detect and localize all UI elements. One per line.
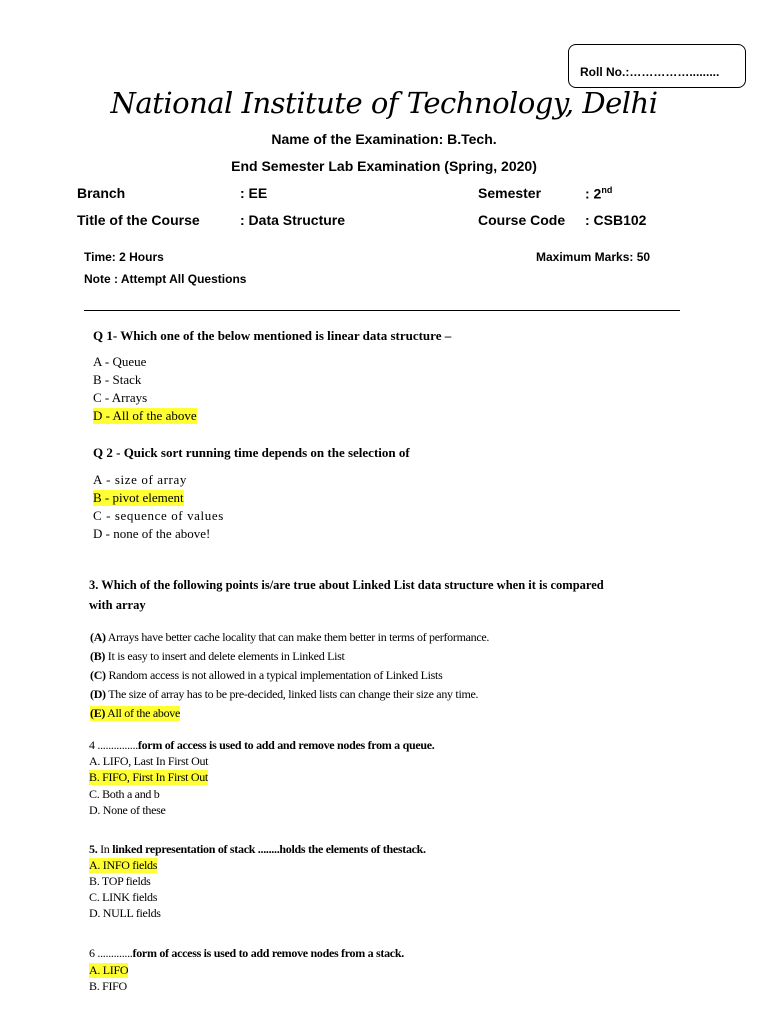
exam-title: End Semester Lab Examination (Spring, 2020)	[231, 158, 537, 174]
question-2: Q 2 - Quick sort running time depends on the selection of	[93, 445, 410, 460]
q5-option-a-answer: A. INFO fields	[89, 858, 158, 872]
q3-option-c: (C) Random access is not allowed in a typical implementation of Linked Lists	[90, 668, 443, 682]
q4-option-a: A. LIFO, Last In First Out	[89, 754, 209, 768]
semester-label: Semester	[478, 185, 542, 201]
q2-option-a: A - size of array	[93, 472, 187, 487]
q5-option-b: B. TOP fields	[89, 874, 151, 888]
q6-option-a-answer: A. LIFO	[89, 963, 129, 977]
q3-option-e-answer: (E) All of the above	[90, 706, 180, 720]
q2-option-d: D - none of the above!	[93, 526, 211, 541]
q1-option-b: B - Stack	[93, 372, 142, 387]
question-5: 5. In linked representation of stack ........holds the elements of thestack.	[89, 842, 426, 856]
q1-option-a: A - Queue	[93, 354, 147, 369]
branch-value: : EE	[240, 185, 268, 201]
roll-number-label: Roll No.:…………….........	[580, 65, 720, 79]
course-code-label: Course Code	[478, 212, 566, 228]
question-1: Q 1- Which one of the below mentioned is linear data structure –	[93, 328, 452, 343]
institute-title: National Institute of Technology, Delhi	[110, 86, 658, 120]
exam-name: Name of the Examination: B.Tech.	[271, 131, 497, 147]
semester-value: : 2nd	[585, 185, 613, 202]
course-title-label: Title of the Course	[77, 212, 200, 228]
max-marks-label: Maximum Marks: 50	[536, 250, 651, 264]
q6-option-b: B. FIFO	[89, 979, 127, 993]
q4-option-b-answer: B. FIFO, First In First Out	[89, 770, 208, 784]
q5-option-d: D. NULL fields	[89, 906, 161, 920]
course-title-value: : Data Structure	[240, 212, 346, 228]
q3-option-b: (B) It is easy to insert and delete elements in Linked List	[90, 649, 345, 663]
q2-option-c: C - sequence of values	[93, 508, 224, 523]
q4-option-c: C. Both a and b	[89, 787, 160, 801]
q2-option-b-answer: B - pivot element	[93, 490, 184, 505]
course-code-value: : CSB102	[585, 212, 647, 228]
q1-option-d-answer: D - All of the above	[93, 408, 197, 423]
q3-option-a: (A) Arrays have better cache locality that can make them better in terms of performance.	[90, 630, 490, 644]
q5-option-c: C. LINK fields	[89, 890, 158, 904]
time-label: Time: 2 Hours	[84, 250, 164, 264]
q1-option-c: C - Arrays	[93, 390, 148, 405]
branch-label: Branch	[77, 185, 126, 201]
header-divider	[84, 310, 680, 311]
question-3-line-2: with array	[89, 598, 146, 612]
question-6: 6 .............form of access is used to add remove nodes from a stack.	[89, 946, 404, 960]
question-3-line-1: 3. Which of the following points is/are true about Linked List data structure when it is compared	[89, 578, 604, 592]
question-4: 4 ...............form of access is used to add and remove nodes from a queue.	[89, 738, 435, 752]
q4-option-d: D. None of these	[89, 803, 166, 817]
note-label: Note : Attempt All Questions	[84, 272, 247, 286]
q3-option-d: (D) The size of array has to be pre-decided, linked lists can change their size any time.	[90, 687, 479, 701]
